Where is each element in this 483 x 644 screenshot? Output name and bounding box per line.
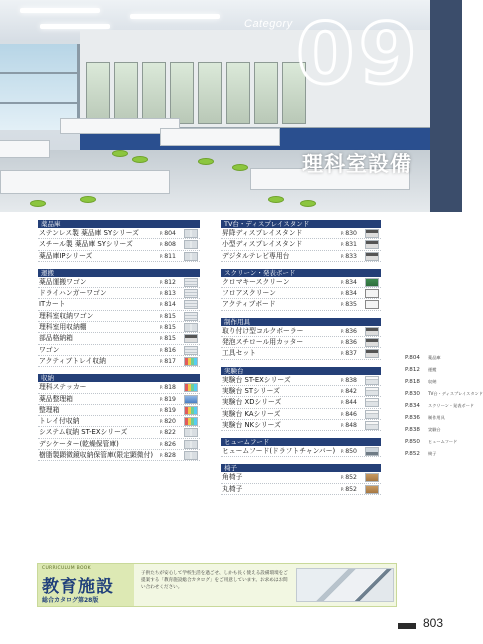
index-item-name: 発泡スチロール用カッター [222,338,304,347]
index-item-name: 薬品整理箱 [39,394,73,403]
banner-small-text: CURRICULUM BOOK [42,566,91,571]
index-item-name: 実験台 ST-EXシリーズ [222,375,291,384]
index-item-page [341,337,357,349]
product-thumbnail [365,349,379,358]
index-section [38,220,200,262]
section-heading: 実験台 [221,367,381,375]
product-thumbnail [365,327,379,336]
product-thumbnail [365,398,379,407]
page-value: 819 [164,395,176,403]
page-title: 理科室設備 [302,152,412,176]
page-value: 846 [345,410,357,418]
product-thumbnail [365,240,379,249]
index-item-name: 実験台 XDシリーズ [222,398,282,407]
index-item-page [160,427,176,439]
section-tab-page: P.834 [405,403,420,409]
section-tab[interactable] [405,436,462,448]
index-item-page [160,405,176,417]
section-tab-page: P.812 [405,367,420,373]
page-value: 852 [345,485,357,493]
index-item[interactable] [38,251,200,262]
index-item[interactable] [221,288,381,299]
section-heading: 薬品庫 [38,220,200,228]
index-item[interactable] [38,394,200,405]
index-item[interactable] [221,420,381,431]
product-thumbnail [184,395,198,404]
page-number: 803 [423,616,444,630]
page-value: 836 [345,327,357,335]
index-item-page [341,375,357,387]
index-item[interactable] [38,333,200,344]
index-item-name: フロアスクリーン [222,289,276,298]
ceiling-light [40,24,110,29]
index-item[interactable] [38,299,200,310]
product-thumbnail [365,387,379,396]
index-item-name: 小型ディスプレイスタンド [222,240,303,249]
index-item[interactable] [221,239,381,250]
index-item-name: 工具セット [222,349,256,358]
product-thumbnail [365,410,379,419]
page-prefix: P. [340,487,345,493]
product-thumbnail [365,229,379,238]
index-item[interactable] [221,397,381,408]
section-tab[interactable] [405,352,462,364]
index-item-name: クロマキースクリーン [222,277,290,286]
page-prefix: P. [340,292,345,298]
index-item-name: ドライハンガーワゴン [39,289,107,298]
page-prefix: P. [159,243,164,249]
page-value: 811 [164,252,176,260]
index-item-name: ヒュームフード(ドラフトチャンバー) [222,447,336,456]
page-prefix: P. [159,359,164,365]
index-item-name: デシケーター(乾燥保管庫) [39,439,119,448]
product-thumbnail [365,278,379,287]
index-column-middle [221,220,381,495]
index-item-name: トレイ付収納 [39,417,80,426]
section-tab[interactable] [405,400,474,412]
index-item[interactable] [221,446,381,457]
page-value: 834 [345,278,357,286]
product-thumbnail [184,383,198,392]
index-item-name: 実験台 STシリーズ [222,386,280,395]
index-item[interactable] [38,239,200,250]
banner-body: 子供たちが安心して学校生活を過ごせ、しかも長く使える設備環境をご提案する「教育施設総合カタログ」をご用意しています。お求めはお問い合わせください。 [141,571,288,590]
page-value: 838 [345,376,357,384]
section-tab[interactable] [405,424,462,436]
index-item-page [341,484,357,496]
page-prefix: P. [340,329,345,335]
index-item-name: システム収納 ST-EXシリーズ [39,428,128,437]
product-thumbnail [365,447,379,456]
index-item[interactable] [221,386,381,397]
page-prefix: P. [340,412,345,418]
product-thumbnail [184,357,198,366]
section-tab-page: P.836 [405,415,420,421]
page-prefix: P. [340,423,345,429]
page-prefix: P. [159,280,164,286]
index-item-page [341,397,357,409]
page-prefix: P. [340,352,345,358]
page-prefix: P. [340,280,345,286]
index-item-page [160,439,176,451]
index-item-page [160,416,176,428]
index-item-page [341,251,357,263]
index-item-name: アクティブボード [222,300,276,309]
index-item[interactable] [221,251,381,262]
page-value: 850 [345,448,357,456]
index-item[interactable] [38,427,200,438]
page-prefix: P. [340,389,345,395]
index-item-page [160,311,176,323]
index-item-page [341,420,357,432]
page-value: 831 [345,241,357,249]
product-thumbnail [184,334,198,343]
index-item-page [341,409,357,421]
page-prefix: P. [159,408,164,414]
index-item[interactable] [38,405,200,416]
page-value: 804 [164,230,176,237]
ceiling-light [130,14,220,19]
index-item[interactable] [221,375,381,386]
index-item-page [160,228,176,240]
section-tab[interactable] [405,448,462,460]
index-item-page [341,288,357,300]
product-thumbnail [184,428,198,437]
index-item[interactable] [38,439,200,450]
index-item-name: 部品格納箱 [39,334,73,343]
product-thumbnail [365,289,379,298]
index-section [221,318,381,360]
section-tab-label: 制作用具 [428,415,445,420]
page-value: 848 [345,421,357,429]
index-item-page [341,239,357,251]
page-prefix: P. [159,454,164,460]
page-prefix: P. [340,254,345,260]
section-heading: 制作用具 [221,318,381,326]
section-heading: 椅子 [221,464,381,472]
page-value: 815 [164,312,176,320]
index-item-name: 理科室用収納棚 [39,323,87,332]
section-tab-label: ヒュームフード [428,439,458,444]
product-thumbnail [184,312,198,321]
section-heading: スクリーン・発表ボード [221,269,381,277]
page-prefix: P. [340,476,345,482]
index-item-name: 取り付け型コルクボーラー [222,326,304,335]
page-value: 830 [345,230,357,237]
index-item-page [160,382,176,394]
index-item[interactable] [38,311,200,322]
banner-title: 教育施設 [42,577,114,597]
index-item-page [160,333,176,345]
index-section [221,367,381,431]
product-thumbnail [184,229,198,238]
catalog-ad-banner[interactable] [37,563,397,607]
page-value: 826 [164,440,176,448]
index-item-name: 昇降ディスプレイスタンド [222,229,303,237]
index-item-name: 理科室収納ワゴン [39,311,94,320]
index-column-left [38,220,200,461]
index-item-name: 角椅子 [222,473,243,482]
page-prefix: P. [340,243,345,249]
index-item[interactable] [38,322,200,333]
page-value: 842 [345,387,357,395]
page-prefix: P. [340,401,345,407]
publisher-logo [398,623,416,629]
index-section [221,438,381,457]
section-heading: 運搬 [38,269,200,277]
page-prefix: P. [159,442,164,448]
index-section [221,220,381,262]
product-thumbnail [365,300,379,309]
page-value: 813 [164,290,176,298]
banner-image [296,568,394,602]
index-item-page [160,288,176,300]
page-value: 836 [345,339,357,347]
index-item-page [341,472,357,484]
index-item-page [341,228,357,240]
index-item-page [341,386,357,398]
page-value: 835 [345,301,357,309]
page-prefix: P. [159,303,164,309]
index-item-name: ITカート [39,300,66,309]
page-prefix: P. [159,420,164,426]
product-thumbnail [184,252,198,261]
page-value: 815 [164,335,176,343]
product-thumbnail [365,252,379,261]
index-item-page [341,348,357,360]
page-prefix: P. [159,326,164,332]
section-tab-label: 実験台 [428,427,441,432]
page-value: 817 [164,357,176,365]
product-thumbnail [365,338,379,347]
index-item[interactable] [221,228,381,239]
index-item-page [160,450,176,462]
page-value: 837 [345,350,357,358]
lab-bench [0,140,50,158]
product-thumbnail [184,240,198,249]
page-value: 816 [164,346,176,354]
product-thumbnail [184,300,198,309]
product-thumbnail [184,417,198,426]
index-section [38,374,200,461]
index-item[interactable] [221,484,381,495]
index-item-name: ステンレス製 薬品庫 SYシリーズ [39,229,139,237]
index-item-name: 理科ステッカー [39,383,87,392]
section-tab-index [405,352,483,460]
page-prefix: P. [159,314,164,320]
page-prefix: P. [159,232,164,237]
section-tab-page: P.804 [405,355,420,361]
index-section [221,464,381,495]
index-item[interactable] [38,277,200,288]
banner-logo-block [38,564,134,606]
page-prefix: P. [340,232,345,237]
page-prefix: P. [159,386,164,392]
index-item[interactable] [38,416,200,427]
index-item-page [160,322,176,334]
index-item-page [341,326,357,338]
section-tab-label: 椅子 [428,451,437,456]
index-section [38,269,200,367]
page-prefix: P. [159,254,164,260]
section-tab-page: P.852 [405,451,420,457]
index-item-name: 実験台 KAシリーズ [222,409,281,418]
section-tab[interactable] [405,388,483,400]
banner-subtitle: 総合カタログ第28版 [42,597,99,604]
product-thumbnail [184,406,198,415]
section-tab-label: 収納 [428,379,437,384]
page-value: 828 [164,452,176,460]
page-prefix: P. [340,341,345,347]
section-heading: TV台・ディスプレイスタンド [221,220,381,228]
product-thumbnail [184,278,198,287]
index-item[interactable] [38,228,200,239]
page-prefix: P. [159,431,164,437]
section-tab-page: P.818 [405,379,420,385]
section-tab-page: P.830 [405,391,420,397]
page-value: 852 [345,474,357,482]
page-prefix: P. [159,337,164,343]
index-item[interactable] [221,299,381,310]
product-thumbnail [184,289,198,298]
index-item[interactable] [221,337,381,348]
index-item-name: 樹脂製顕微鏡収納保管庫(限定顕微付) [39,451,154,460]
product-thumbnail [365,473,379,482]
page-value: 844 [345,399,357,407]
index-item-page [160,277,176,289]
section-tab-label: 運搬 [428,367,437,372]
index-item-page [160,299,176,311]
index-item[interactable] [221,409,381,420]
lab-bench [160,128,280,146]
index-item-name: 薬品庫IPシリーズ [39,251,93,260]
section-tab-label: TV台・ディスプレイスタンド [428,391,483,396]
page-value: 818 [164,384,176,392]
page-value: 822 [164,429,176,437]
index-item-page [160,251,176,263]
product-thumbnail [365,376,379,385]
product-thumbnail [365,421,379,430]
index-item-name: 整理箱 [39,405,60,414]
product-thumbnail [184,346,198,355]
index-item-page [341,299,357,311]
page-value: 820 [164,418,176,426]
lab-bench [0,170,170,194]
page-prefix: P. [159,292,164,298]
section-tab-label: スクリーン・発表ボード [428,403,474,408]
index-item-page [160,356,176,368]
index-item[interactable] [221,348,381,359]
index-item-page [160,345,176,357]
index-item-page [160,394,176,406]
ceiling-light [20,8,100,13]
index-item-name: ワゴン [39,345,60,354]
index-item-name: 実験台 NKシリーズ [222,420,281,429]
product-thumbnail [184,451,198,460]
page-prefix: P. [159,397,164,403]
index-item-name: アクティブトレイ収納 [39,356,106,365]
index-item-page [160,239,176,251]
index-item-name: 薬品運搬ワゴン [39,277,87,286]
page-value: 819 [164,406,176,414]
index-item[interactable] [221,472,381,483]
section-tab-page: P.850 [405,439,420,445]
product-thumbnail [184,440,198,449]
index-item-name: デジタルテレビ専用台 [222,251,290,260]
index-section [221,269,381,311]
index-item[interactable] [38,382,200,393]
index-item[interactable] [38,356,200,367]
product-thumbnail [184,323,198,332]
index-item-page [341,446,357,458]
section-tab[interactable] [405,364,462,376]
product-thumbnail [365,485,379,494]
page-prefix: P. [159,348,164,354]
index-item[interactable] [221,277,381,288]
page-value: 834 [345,290,357,298]
category-number: 09 [296,5,421,103]
index-item[interactable] [38,450,200,461]
section-heading: 収納 [38,374,200,382]
page-prefix: P. [340,450,345,456]
index-item-name: スチール製 薬品庫 SYシリーズ [39,240,133,249]
section-tab[interactable] [405,412,462,424]
page-value: 815 [164,324,176,332]
index-item-name: 丸椅子 [222,484,243,493]
section-tab[interactable] [405,376,462,388]
page-prefix: P. [340,378,345,384]
index-item[interactable] [38,288,200,299]
page-value: 808 [164,241,176,249]
index-item-page [341,277,357,289]
section-heading: ヒュームフード [221,438,381,446]
page-value: 833 [345,252,357,260]
category-strip [430,0,462,212]
category-label: Category [244,18,293,30]
section-tab-label: 薬品庫 [428,355,441,360]
page-value: 812 [164,278,176,286]
index-item[interactable] [38,345,200,356]
page-value: 814 [164,301,176,309]
index-item[interactable] [221,326,381,337]
page-prefix: P. [340,303,345,309]
section-tab-page: P.838 [405,427,420,433]
